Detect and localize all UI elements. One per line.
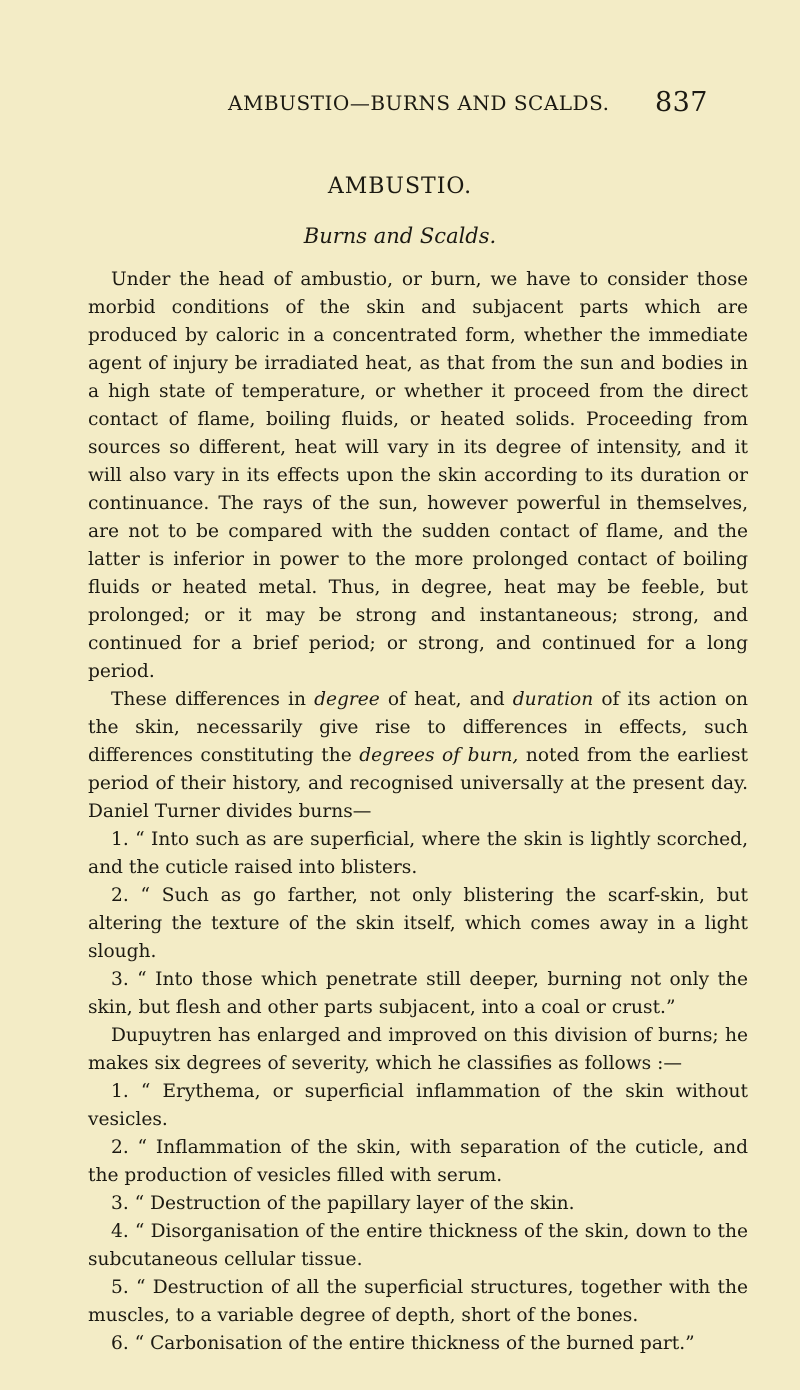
- page-number: 837: [654, 87, 708, 118]
- list-item: 1. “ Erythema, or superficial inflammation of the skin without vesicles.: [88, 1081, 748, 1130]
- paragraph: Under the head of ambustio, or burn, we have to consider those morbid conditions of the skin and subjacent parts which are produced by caloric in a concentrated form, whether the immediate agent of injury be irradiated heat, as that from the sun and bodies in a high state of temperature, or whether it proceed from the direct contact of flame, boiling fluids, or heated solids. Proceeding from sources so different, heat will vary in its degree of intensity, and it will also vary in its effects upon the skin according to its duration or continuance. The rays of the sun, however powerful in themselves, are not to be compared with the sudden contact of flame, and the latter is inferior in power to the more prolonged contact of boiling fluids or heated metal. Thus, in degree, heat may be feeble, but prolonged; or it may be strong and instantaneous; strong, and continued for a brief period; or strong, and continued for a long period.: [88, 269, 748, 682]
- body-text: [88, 266, 748, 1358]
- list-item: 3. “ Destruction of the papillary layer of the skin.: [111, 1193, 575, 1214]
- paragraph: [88, 686, 748, 826]
- paragraph: Dupuytren has enlarged and improved on this division of burns; he makes six degrees of severity, which he classifies as follows :—: [88, 1025, 748, 1074]
- text-run: of heat, and: [379, 689, 513, 710]
- list-item: 3. “ Into those which penetrate still deeper, burning not only the skin, but flesh and other parts subjacent, into a coal or crust.”: [88, 969, 748, 1018]
- list-item: 2. “ Inflammation of the skin, with separation of the cuticle, and the production of vesicles filled with serum.: [88, 1137, 748, 1186]
- italic-run: duration: [512, 689, 594, 710]
- list-item: 6. “ Carbonisation of the entire thickness of the burned part.”: [111, 1333, 695, 1354]
- list-item: 1. “ Into such as are superficial, where the skin is lightly scorched, and the cuticle raised into blisters.: [88, 829, 748, 878]
- italic-run: degrees of burn,: [359, 745, 519, 766]
- list-item: 5. “ Destruction of all the superficial structures, together with the muscles, to a variable degree of depth, short of the bones.: [88, 1277, 748, 1326]
- chapter-title: AMBUSTIO.: [327, 174, 473, 199]
- text-run: These differences in: [111, 689, 315, 710]
- running-head-title: AMBUSTIO—BURNS AND SCALDS.: [228, 91, 610, 115]
- list-item: 4. “ Disorganisation of the entire thickness of the skin, down to the subcutaneous cellular tissue.: [88, 1221, 748, 1270]
- list-item: 2. “ Such as go farther, not only blistering the scarf-skin, but altering the texture of the skin itself, which comes away in a light slough.: [88, 885, 748, 962]
- text-run: noted from the earliest period of their history, and recognised universally at the present day. Daniel Turner divides burns—: [88, 745, 749, 822]
- running-head: [228, 87, 708, 118]
- text-run: of its action on the skin, necessarily give rise to differences in effects, such differences constituting the: [88, 689, 748, 766]
- chapter-subtitle: Burns and Scalds.: [303, 224, 497, 248]
- italic-run: degree: [314, 689, 380, 710]
